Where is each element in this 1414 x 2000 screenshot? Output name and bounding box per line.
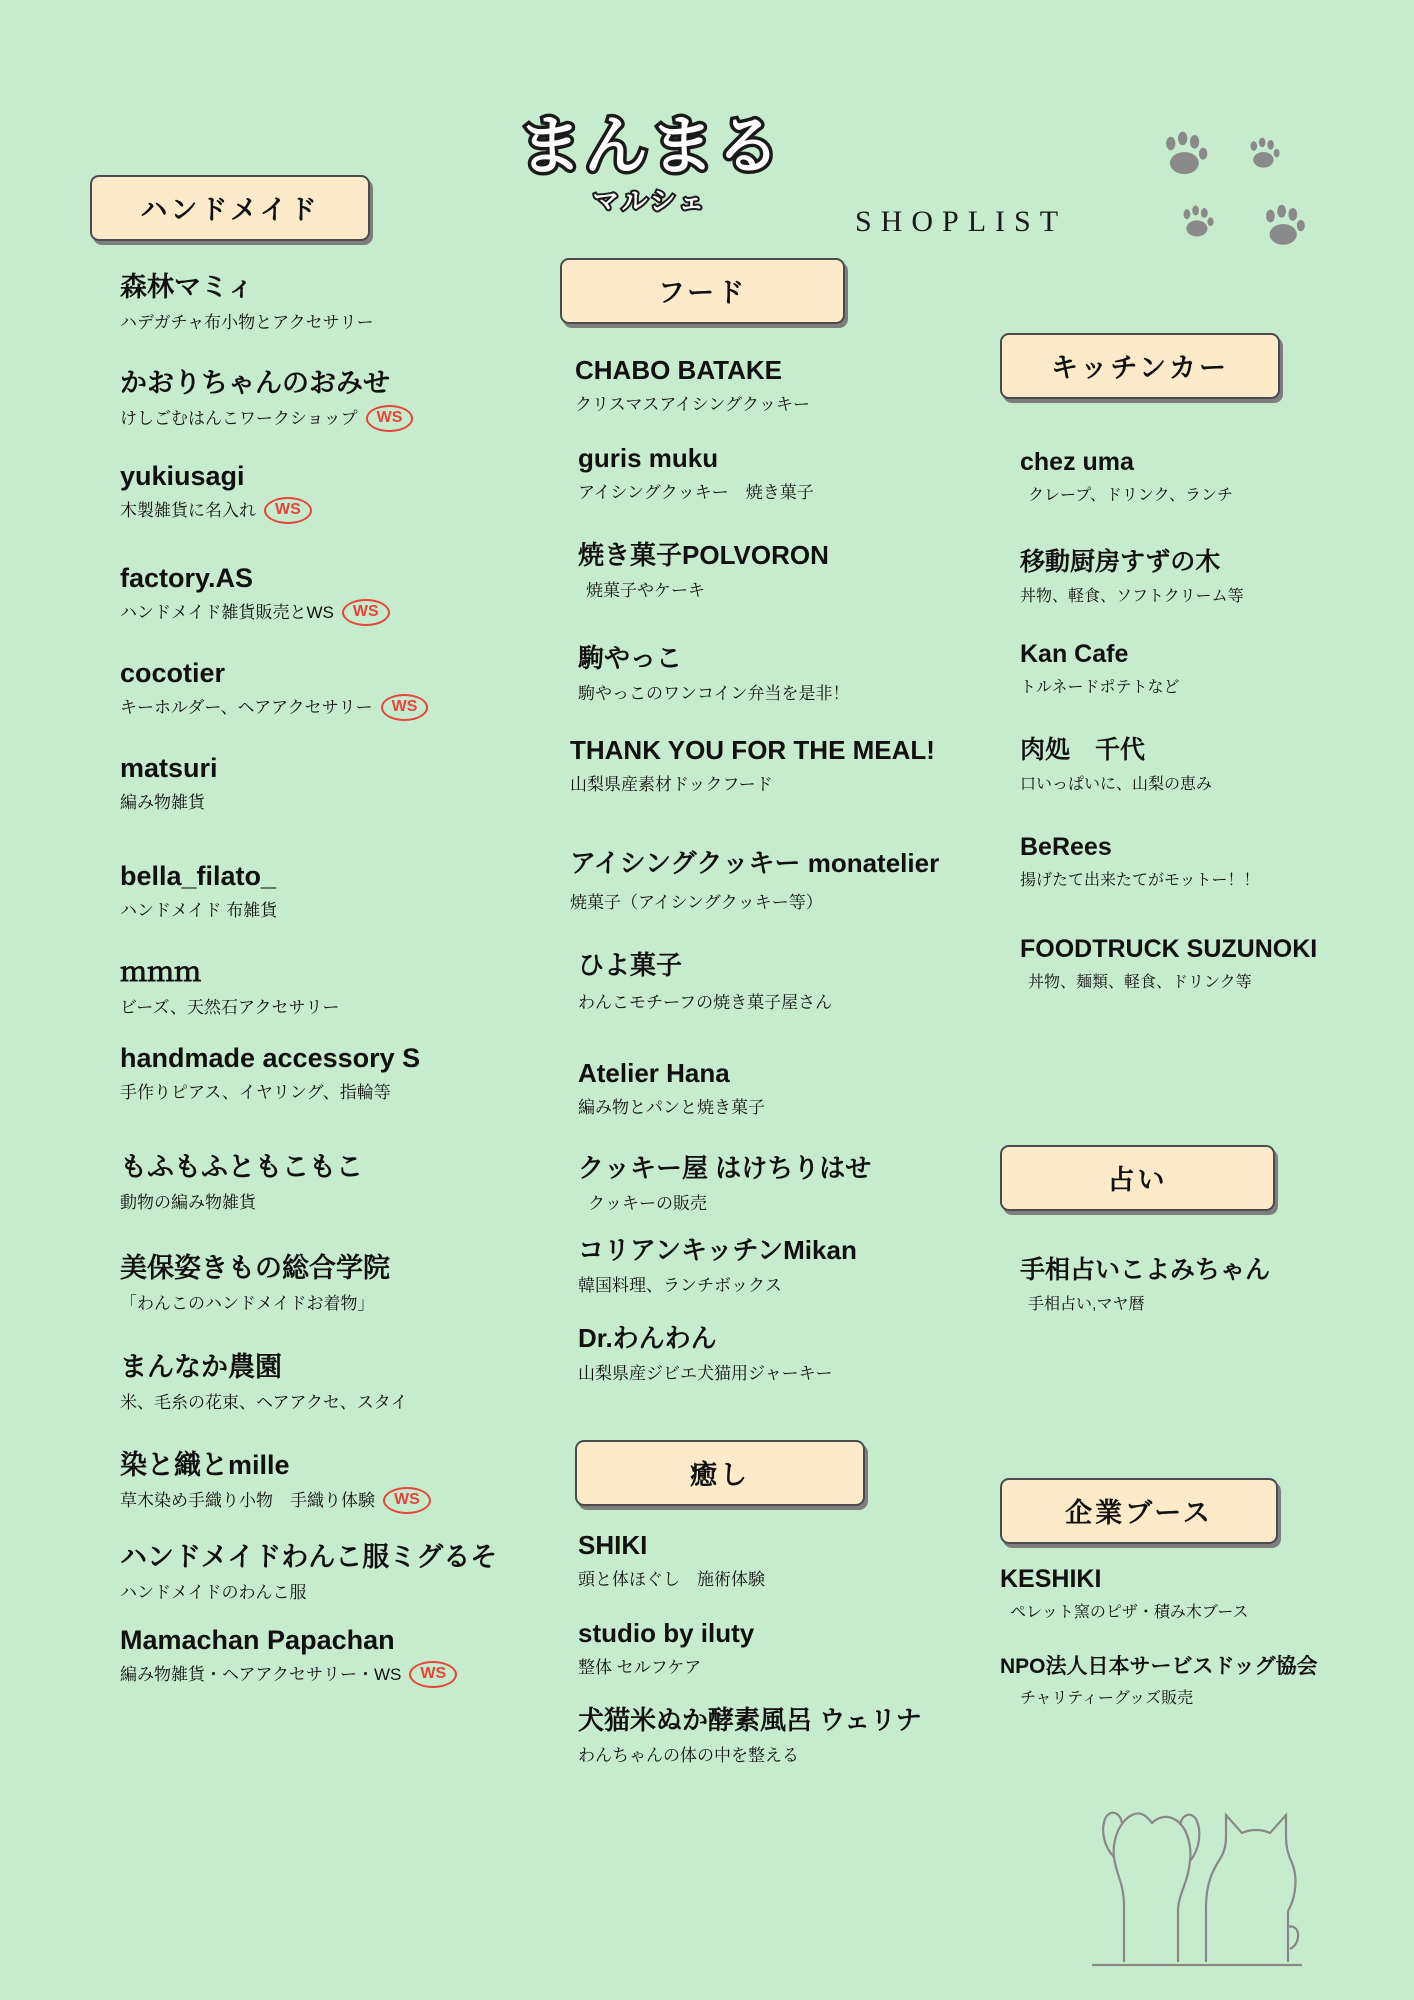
shop-name: Atelier Hana [578, 1058, 730, 1088]
ws-badge: WS [409, 1661, 457, 1688]
list-item [575, 355, 810, 415]
shop-name: handmade accessory S [120, 1043, 421, 1073]
list-item [120, 1443, 431, 1515]
list-item [1000, 1650, 1318, 1708]
list-item [120, 563, 390, 627]
shop-name: NPO法人日本サービスドッグ協会 [1000, 1655, 1318, 1678]
shop-name: かおりちゃんのおみせ [120, 368, 390, 398]
shop-name: Mamachan Papachan [120, 1625, 395, 1655]
shop-desc: 韓国料理、ランチボックス [578, 1276, 782, 1295]
shop-name: BeRees [1020, 833, 1112, 861]
shop-desc: クッキーの販売 [588, 1194, 707, 1213]
list-item [120, 658, 428, 722]
list-item [120, 1145, 363, 1213]
shop-desc: ハデガチャ布小物とアクセサリー [120, 313, 374, 332]
shop-name: SHIKI [578, 1530, 648, 1560]
shop-name: まんなか農園 [120, 1352, 282, 1382]
ws-badge: WS [381, 694, 429, 721]
shop-name: クッキー屋 はけちりはせ [578, 1153, 872, 1183]
list-item [120, 361, 413, 433]
event-logo [490, 110, 810, 218]
shop-desc: わんこモチーフの焼き菓子屋さん [578, 993, 833, 1012]
paw-icon [1154, 130, 1374, 280]
shop-desc: 山梨県産素材ドックフード [570, 775, 773, 794]
list-item [578, 1700, 922, 1766]
list-item [578, 1058, 765, 1118]
list-item [570, 735, 935, 795]
shop-desc: 丼物、麺類、軽食、ドリンク等 [1028, 974, 1252, 991]
shop-desc: 焼菓子やケーキ [586, 581, 705, 600]
shop-name: ひよ菓子 [578, 950, 683, 980]
list-item [1000, 1565, 1249, 1622]
list-item [578, 1618, 754, 1678]
shop-name: 移動厨房すずの木 [1020, 548, 1221, 576]
shop-desc: キーホルダー、ヘアアクセサリー WS [120, 693, 428, 722]
list-item [1020, 542, 1244, 606]
list-item [120, 1246, 390, 1314]
section-header-food: フード [560, 258, 845, 324]
section-header-corporate: 企業ブース [1000, 1478, 1278, 1544]
shop-desc: ハンドメイドのわんこ服 [120, 1583, 307, 1602]
shop-name: CHABO BATAKE [575, 355, 783, 385]
list-item [120, 861, 277, 921]
shop-name: studio by iluty [578, 1618, 755, 1648]
page-title: SHOPLIST [855, 205, 1068, 238]
list-item [1020, 448, 1233, 505]
shop-desc: 口いっぱいに、山梨の恵み [1020, 776, 1213, 793]
shop-desc: 頭と体ほぐし 施術体験 [578, 1570, 765, 1589]
list-item [578, 1230, 857, 1296]
shop-desc: わんちゃんの体の中を整える [578, 1746, 799, 1765]
shop-name: 染と織とmille [120, 1450, 290, 1480]
shop-desc: 草木染め手織り小物 手織り体験 WS [120, 1486, 431, 1515]
shop-name: アイシングクッキー monatelier [570, 848, 940, 878]
list-item [578, 443, 814, 503]
list-item [120, 950, 339, 1018]
shop-desc: 編み物とパンと焼き菓子 [578, 1098, 765, 1117]
list-item [120, 461, 312, 525]
shop-desc: アイシングクッキー 焼き菓子 [578, 483, 814, 502]
shop-name: ハンドメイドわんこ服ミグるそ [120, 1542, 498, 1572]
list-item [1020, 833, 1260, 890]
dog-cat-illustration [1074, 1787, 1304, 1972]
shop-desc: 揚げたて出来たてがモットー！！ [1020, 872, 1260, 889]
shop-name: 森林マミィ [120, 272, 254, 302]
shop-desc: チャリティーグッズ販売 [1020, 1690, 1194, 1707]
list-item [578, 638, 850, 704]
ws-badge: WS [366, 405, 414, 432]
shop-desc: クリスマスアイシングクッキー [575, 395, 811, 414]
shop-desc: 手相占い,マヤ暦 [1028, 1296, 1145, 1313]
shop-name: Kan Cafe [1020, 640, 1129, 668]
list-item [1020, 730, 1212, 794]
dog-and-cat-icon [1074, 1787, 1304, 1967]
list-item [570, 843, 939, 913]
list-item [578, 535, 829, 601]
shop-desc: 丼物、軽食、ソフトクリーム等 [1020, 588, 1244, 605]
list-item [120, 265, 374, 333]
list-item [578, 1318, 833, 1384]
shop-name: chez uma [1020, 448, 1134, 476]
logo-sub-text: マルシェ [592, 187, 708, 217]
shop-name: もふもふともこもこ [120, 1152, 363, 1182]
shop-desc: 山梨県産ジビエ犬猫用ジャーキー [578, 1364, 833, 1383]
shop-name: yukiusagi [120, 461, 245, 491]
ws-badge: WS [383, 1487, 431, 1514]
shop-name: FOODTRUCK SUZUNOKI [1020, 935, 1318, 963]
shop-name: bella_filato_ [120, 861, 277, 891]
shop-name: 肉処 千代 [1020, 736, 1146, 764]
list-item [578, 945, 832, 1013]
shop-desc: 整体 セルフケア [578, 1658, 702, 1677]
shop-name: Dr.わんわん [578, 1323, 717, 1353]
list-item [120, 1043, 420, 1103]
list-item [120, 1345, 407, 1413]
shop-name: factory.AS [120, 563, 254, 593]
list-item [120, 1625, 457, 1689]
shop-desc: クレープ、ドリンク、ランチ [1028, 487, 1233, 504]
shop-desc: 駒やっこのワンコイン弁当を是非！ [578, 684, 850, 703]
ws-badge: WS [264, 497, 312, 524]
shop-desc: ハンドメイド雑貨販売とWS WS [120, 598, 390, 627]
shop-name: 手相占いこよみちゃん [1020, 1256, 1271, 1284]
shop-name: ｍｍｍ [120, 957, 201, 987]
shop-name: KESHIKI [1000, 1565, 1102, 1593]
list-item [578, 1530, 765, 1590]
shop-desc: 木製雑貨に名入れ WS [120, 496, 312, 525]
shop-desc: ビーズ、天然石アクセサリー [120, 998, 340, 1017]
shop-name: コリアンキッチンMikan [578, 1235, 857, 1265]
section-header-handmade: ハンドメイド [90, 175, 370, 241]
shop-desc: 動物の編み物雑貨 [120, 1193, 256, 1212]
paw-prints-decoration [1154, 130, 1374, 280]
shop-name: matsuri [120, 753, 218, 783]
list-item [120, 753, 218, 813]
list-item [1020, 935, 1317, 992]
list-item [120, 1535, 497, 1603]
shop-desc: ハンドメイド 布雑貨 [120, 901, 278, 920]
shop-desc: けしごむはんこワークショップ WS [120, 404, 413, 433]
shop-desc: 編み物雑貨 [120, 793, 205, 812]
shop-name: 犬猫米ぬか酵素風呂 ウェリナ [578, 1705, 922, 1735]
list-item [578, 1148, 871, 1214]
shop-name: guris muku [578, 443, 719, 473]
shop-desc: トルネードポテトなど [1020, 679, 1180, 696]
shop-desc: 編み物雑貨・ヘアアクセサリー・WS WS [120, 1660, 457, 1689]
shop-desc: 「わんこのハンドメイドお着物」 [120, 1294, 375, 1313]
shop-desc: 焼菓子（アイシングクッキー等） [570, 893, 823, 912]
section-header-kitchencar: キッチンカー [1000, 333, 1280, 399]
shop-name: 焼き菓子POLVORON [578, 540, 829, 570]
list-item [1020, 1250, 1270, 1314]
list-item [1020, 640, 1180, 697]
shop-desc: ペレット窯のピザ・積み木ブース [1010, 1604, 1249, 1621]
shop-name: cocotier [120, 658, 226, 688]
section-header-healing: 癒し [575, 1440, 865, 1506]
shop-name: 美保姿きもの総合学院 [120, 1253, 390, 1283]
shop-name: THANK YOU FOR THE MEAL! [570, 735, 935, 765]
section-header-fortune: 占い [1000, 1145, 1275, 1211]
ws-badge: WS [342, 599, 390, 626]
shop-desc: 米、毛糸の花束、ヘアアクセ、スタイ [120, 1393, 408, 1412]
shop-desc: 手作りピアス、イヤリング、指輪等 [120, 1083, 391, 1102]
logo-main-text: まんまる [518, 110, 782, 184]
shop-name: 駒やっこ [578, 643, 683, 673]
